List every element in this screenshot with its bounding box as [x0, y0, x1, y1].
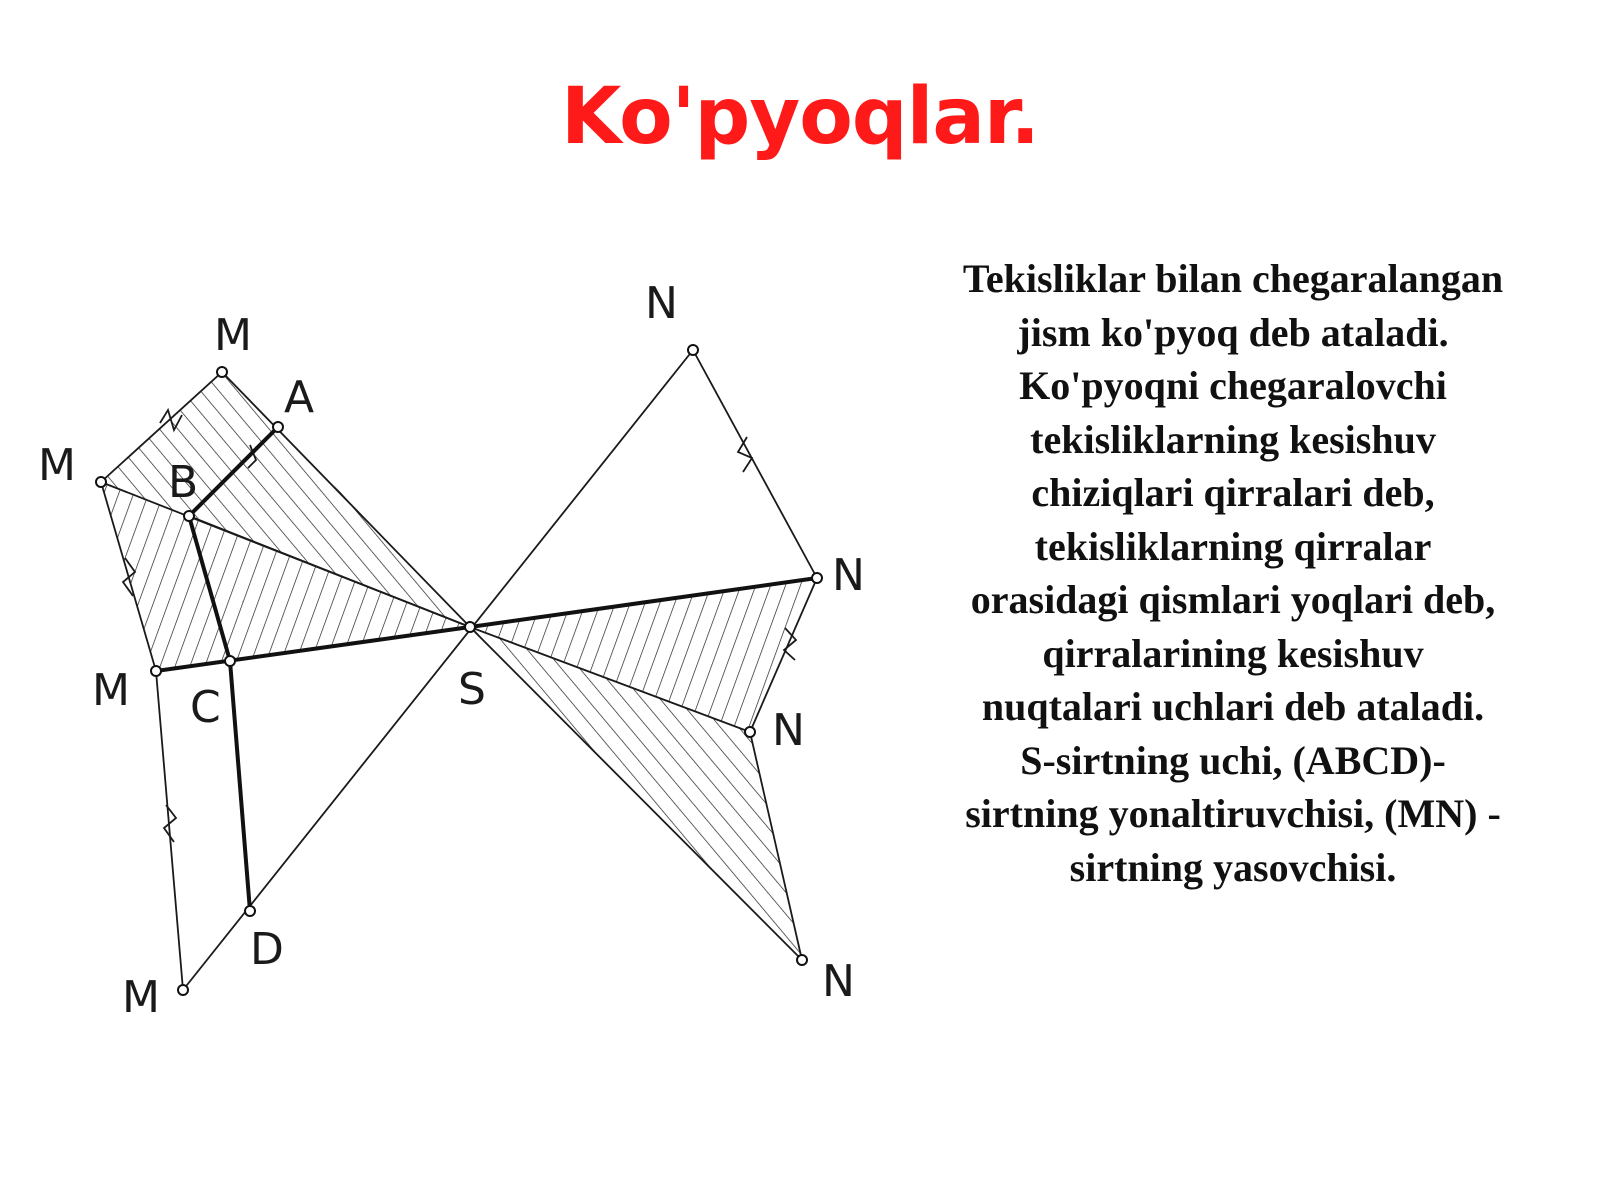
slide-title: Ko'pyoqlar.: [561, 72, 1039, 162]
text-line: chiziqlari qirralari deb,: [1031, 470, 1435, 515]
text-line: sirtning yonaltiruvchisi, (MN) -: [965, 791, 1501, 836]
definition-text: [918, 252, 1548, 894]
text-line: tekisliklarning qirralar: [1034, 523, 1432, 569]
polyhedral-surface-figure: [20, 255, 880, 1045]
text-line: sirtning yasovchisi.: [1069, 844, 1397, 890]
label-m-middle: M: [92, 665, 130, 716]
label-m-bottom: M: [122, 972, 160, 1023]
text-line: jism ko'pyoq deb ataladi.: [1017, 309, 1449, 355]
text-line: S-sirtning uchi, (ABCD)-: [1020, 737, 1446, 783]
label-n-middle: N: [772, 705, 805, 756]
label-n-right: N: [832, 550, 865, 601]
label-c: C: [190, 682, 221, 733]
text-line: Tekisliklar bilan chegaralangan: [962, 256, 1504, 301]
text-line: qirralarining kesishuv: [1042, 630, 1424, 676]
label-m-left: M: [38, 440, 76, 491]
text-line: nuqtalari uchlari deb ataladi.: [981, 684, 1485, 729]
text-line: Ko'pyoqni chegaralovchi: [1019, 363, 1447, 408]
label-s: S: [458, 664, 486, 715]
label-d: D: [250, 924, 284, 975]
text-line: orasidagi qismlari yoqlari deb,: [970, 577, 1496, 622]
label-n-top: N: [645, 278, 678, 329]
label-m-top: M: [214, 310, 252, 361]
text-line: tekisliklarning kesishuv: [1030, 416, 1436, 462]
label-a: A: [284, 372, 315, 423]
figure-canvas: [20, 255, 880, 1045]
label-b: B: [168, 457, 199, 508]
label-n-bottom: N: [822, 956, 855, 1007]
